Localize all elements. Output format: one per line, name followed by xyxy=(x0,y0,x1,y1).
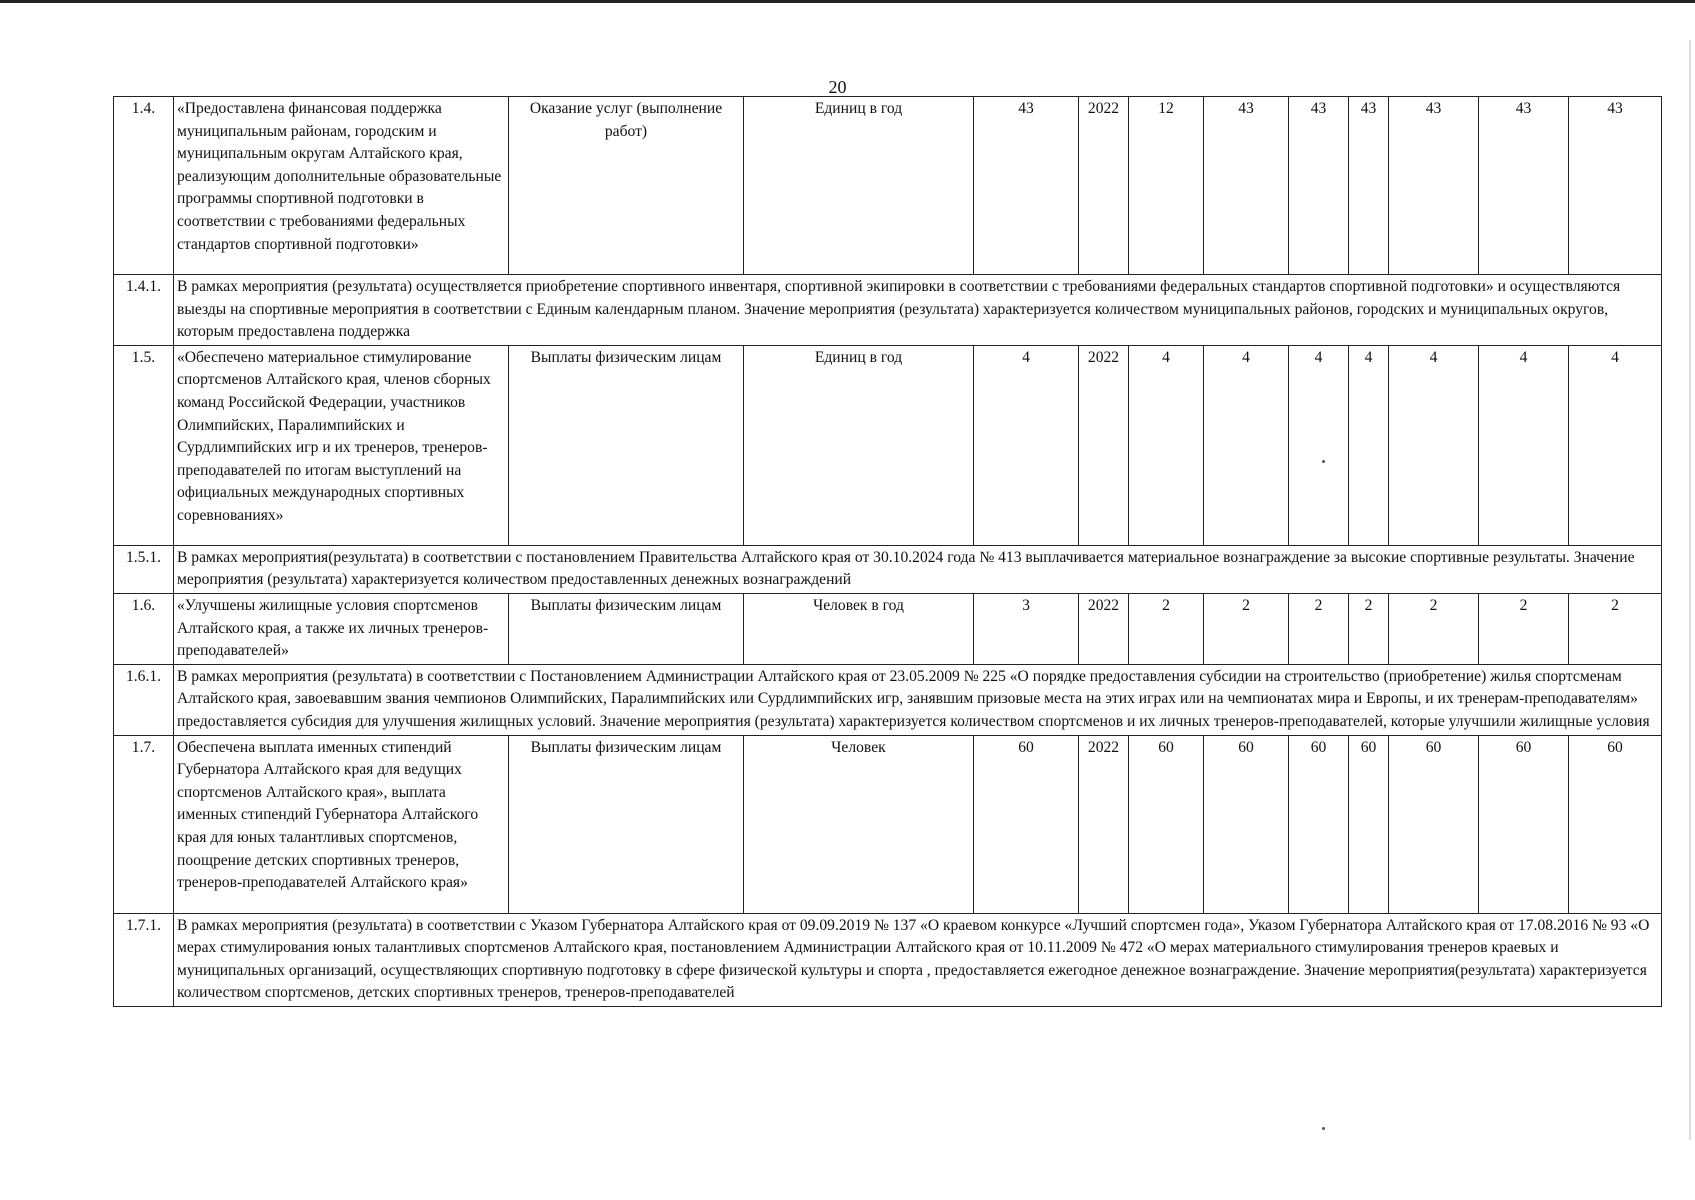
value-cell: 43 xyxy=(1479,97,1569,275)
description-row xyxy=(114,913,1662,1006)
unit-of-measure: Единиц в год xyxy=(744,345,974,545)
result-name: «Улучшены жилищные условия спортсменов Алтайского края, а также их личных тренеров-преподавателей» xyxy=(174,593,509,664)
value-cell: 43 xyxy=(1569,97,1662,275)
table-row xyxy=(114,345,1662,545)
result-name: «Предоставлена финансовая поддержка муниципальным районам, городским и муниципальным округам Алтайского края, реализующим дополнительные образовательные программы спортивной подготовки в соответствии с требованиями федеральных стандартов спортивной подготовки» xyxy=(174,97,509,275)
table-row xyxy=(114,735,1662,913)
value-cell: 60 xyxy=(1129,735,1204,913)
result-description: В рамках мероприятия (результата) в соответствии с Указом Губернатора Алтайского края от 09.09.2019 № 137 «О краевом конкурсе «Лучший спортсмен года», Указом Губернатора Алтайского края от 17.08.2016 № 93 «О мерах стимулирования юных талантливых спортсменов Алтайского края, постановлением Администрации Алтайского края от 10.11.2009 № 472 «О мерах материального стимулирования тренеров краевых и муниципальных организаций, осуществляющих спортивную подготовку в сфере физической культуры и спорта , предоставляется ежегодное денежное вознаграждение. Значение мероприятия(результата) характеризуется количеством спортсменов, детских спортивных тренеров, тренеров-преподавателей xyxy=(174,913,1662,1006)
unit-of-measure: Человек xyxy=(744,735,974,913)
value-cell: 60 xyxy=(1389,735,1479,913)
scan-top-edge xyxy=(0,0,1695,3)
value-cell: 4 xyxy=(1569,345,1662,545)
table-row xyxy=(114,593,1662,664)
row-number: 1.7.1. xyxy=(114,913,174,1006)
result-type: Выплаты физическим лицам xyxy=(509,735,744,913)
value-cell: 60 xyxy=(1569,735,1662,913)
row-number: 1.4. xyxy=(114,97,174,275)
value-cell: 2 xyxy=(1204,593,1289,664)
row-number: 1.5.1. xyxy=(114,545,174,593)
value-cell: 4 xyxy=(1479,345,1569,545)
scan-speck xyxy=(1322,460,1325,463)
value-cell: 12 xyxy=(1129,97,1204,275)
scan-right-edge xyxy=(1689,40,1691,1140)
value-cell: 4 xyxy=(1129,345,1204,545)
base-value: 3 xyxy=(974,593,1079,664)
base-year: 2022 xyxy=(1079,593,1129,664)
result-type: Оказание услуг (выполнение работ) xyxy=(509,97,744,275)
result-description: В рамках мероприятия (результата) в соответствии с Постановлением Администрации Алтайского края от 23.05.2009 № 225 «О порядке предоставления субсидии на строительство (приобретение) жилья спортсменам Алтайского края, завоевавшим звания чемпионов Олимпийских, Паралимпийских или Сурдлимпийских игр, занявшим призовые места на этих играх или на чемпионатах мира и Европы, и их тренерам-преподавателям» предоставляется субсидия для улучшения жилищных условий. Значение мероприятия (результата) характеризуется количеством спортсменов и их личных тренеров-преподавателей, которые улучшили жилищные условия xyxy=(174,664,1662,735)
page-number: 20 xyxy=(828,77,847,97)
result-description: В рамках мероприятия(результата) в соответствии с постановлением Правительства Алтайского края от 30.10.2024 года № 413 выплачивается материальное вознаграждение за высокие спортивные результаты. Значение мероприятия (результата) характеризуется количеством предоставленных денежных вознаграждений xyxy=(174,545,1662,593)
base-value: 60 xyxy=(974,735,1079,913)
base-year: 2022 xyxy=(1079,735,1129,913)
value-cell: 60 xyxy=(1204,735,1289,913)
value-cell: 2 xyxy=(1389,593,1479,664)
value-cell: 43 xyxy=(1349,97,1389,275)
value-cell: 60 xyxy=(1289,735,1349,913)
value-cell: 4 xyxy=(1289,345,1349,545)
result-type: Выплаты физическим лицам xyxy=(509,593,744,664)
description-row xyxy=(114,664,1662,735)
row-number: 1.6.1. xyxy=(114,664,174,735)
value-cell: 60 xyxy=(1349,735,1389,913)
scan-speck xyxy=(1322,1127,1325,1130)
value-cell: 2 xyxy=(1349,593,1389,664)
unit-of-measure: Единиц в год xyxy=(744,97,974,275)
value-cell: 4 xyxy=(1389,345,1479,545)
value-cell: 4 xyxy=(1349,345,1389,545)
base-year: 2022 xyxy=(1079,345,1129,545)
description-row xyxy=(114,275,1662,346)
row-number: 1.6. xyxy=(114,593,174,664)
unit-of-measure: Человек в год xyxy=(744,593,974,664)
value-cell: 4 xyxy=(1204,345,1289,545)
value-cell: 2 xyxy=(1289,593,1349,664)
value-cell: 2 xyxy=(1129,593,1204,664)
base-value: 4 xyxy=(974,345,1079,545)
value-cell: 43 xyxy=(1389,97,1479,275)
value-cell: 2 xyxy=(1569,593,1662,664)
base-year: 2022 xyxy=(1079,97,1129,275)
result-name: «Обеспечено материальное стимулирование спортсменов Алтайского края, членов сборных команд Российской Федерации, участников Олимпийских, Паралимпийских и Сурдлимпийских игр и их тренеров, тренеров-преподавателей по итогам выступлений на официальных международных спортивных соревнованиях» xyxy=(174,345,509,545)
value-cell: 43 xyxy=(1204,97,1289,275)
value-cell: 60 xyxy=(1479,735,1569,913)
result-name: Обеспечена выплата именных стипендий Губернатора Алтайского края для ведущих спортсменов Алтайского края», выплата именных стипендий Губернатора Алтайского края для юных талантливых спортсменов, поощрение детских спортивных тренеров, тренеров-преподавателей Алтайского края» xyxy=(174,735,509,913)
row-number: 1.7. xyxy=(114,735,174,913)
base-value: 43 xyxy=(974,97,1079,275)
description-row xyxy=(114,545,1662,593)
value-cell: 43 xyxy=(1289,97,1349,275)
result-type: Выплаты физическим лицам xyxy=(509,345,744,545)
results-table xyxy=(113,96,1662,1007)
row-number: 1.5. xyxy=(114,345,174,545)
row-number: 1.4.1. xyxy=(114,275,174,346)
table-row xyxy=(114,97,1662,275)
result-description: В рамках мероприятия (результата) осуществляется приобретение спортивного инвентаря, спортивной экипировки в соответствии с требованиями федеральных стандартов спортивной подготовки» и осуществляются выезды на спортивные мероприятия в соответствии с Единым календарным планом. Значение мероприятия (результата) характеризуется количеством муниципальных районов, городских и муниципальных округов, которым предоставлена поддержка xyxy=(174,275,1662,346)
value-cell: 2 xyxy=(1479,593,1569,664)
